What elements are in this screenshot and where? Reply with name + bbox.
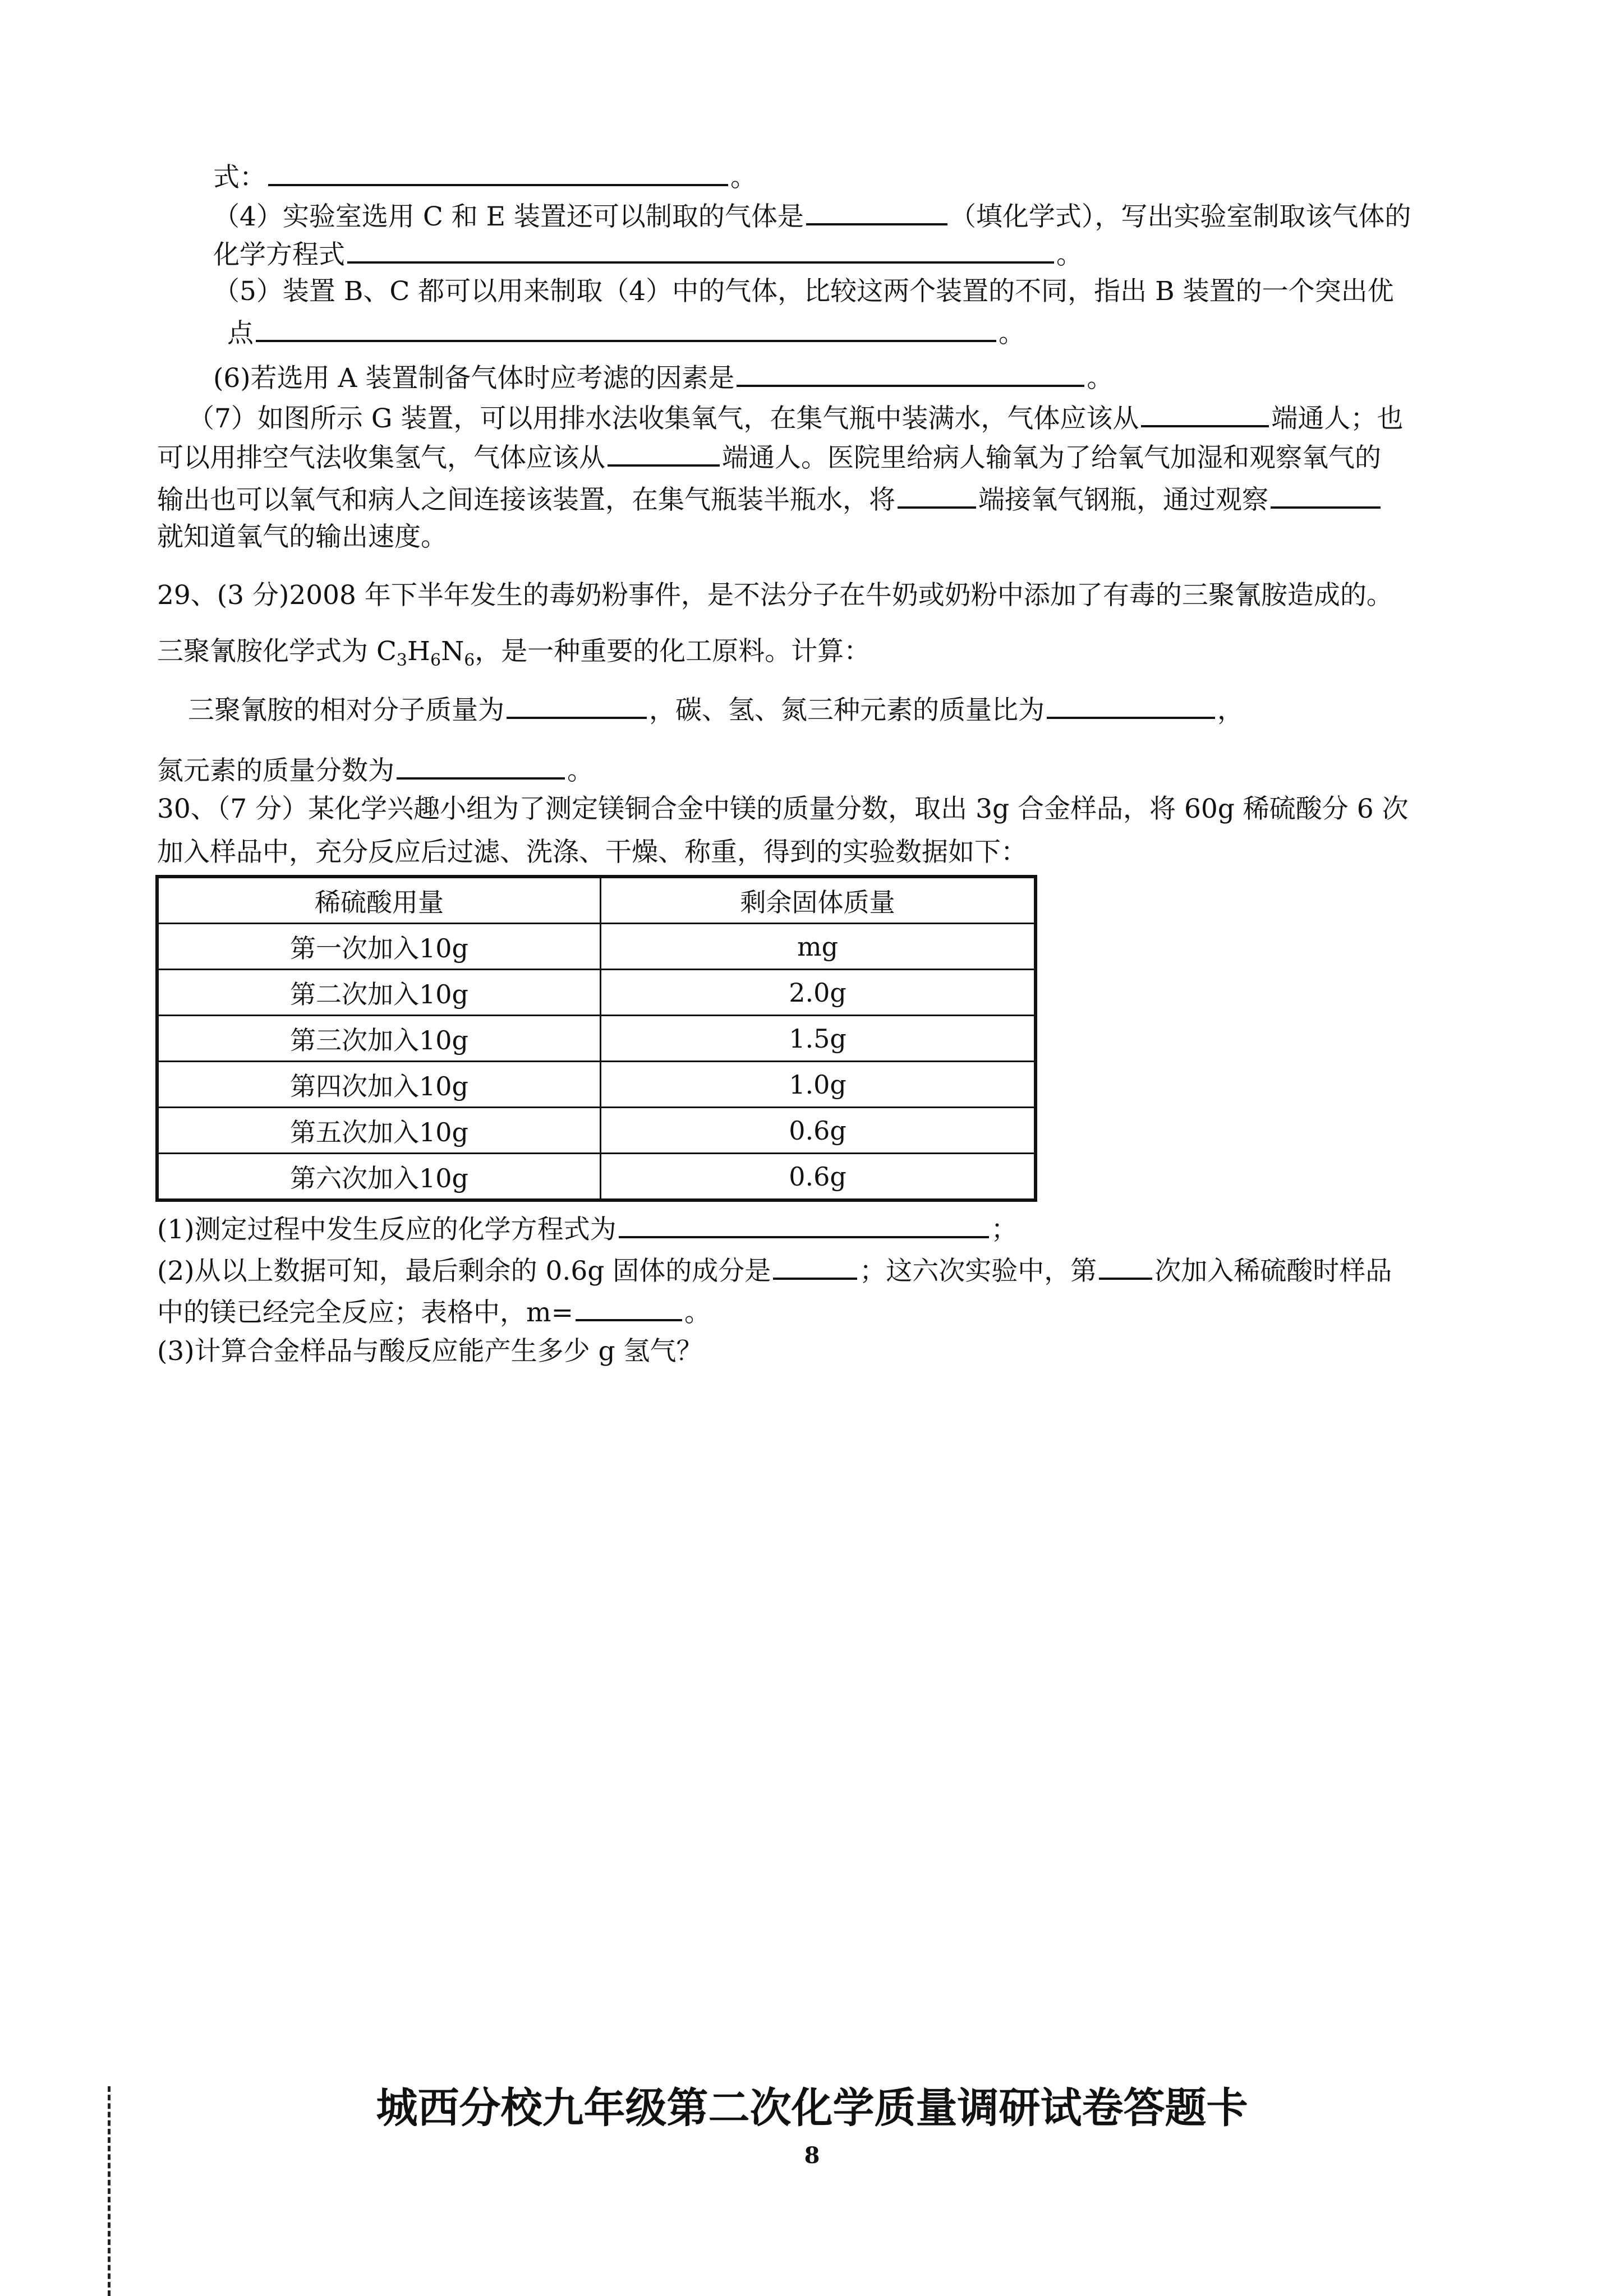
- table-cell: 第一次加入10g: [157, 924, 601, 970]
- answer-blank[interactable]: [507, 691, 647, 719]
- q28-part4-line: （4）实验室选用 C 和 E 装置还可以制取的气体是 （填化学式），写出实验室制取该气体的: [213, 197, 1411, 234]
- q28-part4-equation: 化学方程式 。: [213, 236, 1083, 272]
- answer-blank[interactable]: [898, 481, 976, 509]
- q30-sub1: (1)测定过程中发生反应的化学方程式为 ；: [157, 1210, 1018, 1247]
- q28-part7-line2: 可以用排空气法收集氢气，气体应该从 端通人。医院里给病人输氧为了给氧气加湿和观察氧气的: [157, 439, 1381, 475]
- q30-line2: 加入样品中，充分反应后过滤、洗涤、干燥、称重，得到的实验数据如下：: [157, 837, 1027, 868]
- answer-blank[interactable]: [576, 1293, 682, 1321]
- table-cell: 第三次加入10g: [157, 1016, 601, 1062]
- q29-line3: 三聚氰胺的相对分子质量为 ，碳、氢、氮三种元素的质量比为 ，: [188, 691, 1244, 727]
- q28-part7-line3: 输出也可以氧气和病人之间连接该装置，在集气瓶装半瓶水，将 端接氧气钢瓶，通过观察: [157, 481, 1383, 517]
- table-row: [157, 970, 1036, 1016]
- table-row: [157, 1062, 1036, 1108]
- q30-sub2: (2)从以上数据可知，最后剩余的 0.6g 固体的成分是 ；这六次实验中，第 次加入稀硫酸时样品: [157, 1252, 1392, 1288]
- q28-part6-line: (6)若选用 A 装置制备气体时应考滤的因素是 。: [213, 359, 1113, 395]
- q29-line1: 29、(3 分)2008 年下半年发生的毒奶粉事件，是不法分子在牛奶或奶粉中添加了有毒的三聚氰胺造成的。: [157, 580, 1393, 611]
- table-cell: 第二次加入10g: [157, 970, 601, 1016]
- q30-line1: 30、（7 分）某化学兴趣小组为了测定镁铜合金中镁的质量分数，取出 3g 合金样品，将 60g 稀硫酸分 6 次: [157, 794, 1409, 824]
- q30-sub2-cont: 中的镁已经完全反应；表格中，m= 。: [157, 1293, 711, 1330]
- q28-part5-answer: 点 。: [227, 314, 1025, 351]
- q29-line4: 氮元素的质量分数为 。: [157, 751, 594, 788]
- table-cell: 0.6g: [601, 1108, 1036, 1154]
- answer-blank[interactable]: [608, 439, 720, 467]
- answer-blank[interactable]: [268, 158, 728, 186]
- table-row: [157, 924, 1036, 970]
- table-cell: 第五次加入10g: [157, 1108, 601, 1154]
- answer-blank[interactable]: [806, 197, 947, 225]
- experiment-data-table: [155, 875, 1037, 1202]
- q28-part7-line4: 就知道氧气的输出速度。: [157, 522, 447, 552]
- page-number: 8: [804, 2142, 820, 2169]
- answer-blank[interactable]: [1271, 481, 1381, 509]
- answer-card-title: 城西分校九年级第二次化学质量调研试卷答题卡: [376, 2084, 1248, 2132]
- answer-blank[interactable]: [1141, 399, 1269, 427]
- table-cell: 1.0g: [601, 1062, 1036, 1108]
- table-cell: 1.5g: [601, 1016, 1036, 1062]
- q28-part5-line: （5）装置 B、C 都可以用来制取（4）中的气体，比较这两个装置的不同，指出 B 装置的一个突出优: [213, 276, 1394, 307]
- table-header-cell: 稀硫酸用量: [157, 877, 601, 924]
- table-cell: 第四次加入10g: [157, 1062, 601, 1108]
- answer-blank[interactable]: [773, 1252, 857, 1280]
- answer-blank[interactable]: [737, 359, 1084, 387]
- answer-blank[interactable]: [1047, 691, 1215, 719]
- table-header-row: [157, 877, 1036, 924]
- table-row: [157, 1016, 1036, 1062]
- q29-line2: 三聚氰胺化学式为 $C_3H_6N_6$，是一种重要的化工原料。计算：: [157, 636, 871, 670]
- q28-part7-line1: （7）如图所示 G 装置，可以用排水法收集氧气，在集气瓶中装满水，气体应该从 端通人；也: [188, 399, 1403, 436]
- table-cell: 第六次加入10g: [157, 1154, 601, 1201]
- table-cell: 0.6g: [601, 1154, 1036, 1201]
- table-header-cell: 剩余固体质量: [601, 877, 1036, 924]
- answer-blank[interactable]: [619, 1210, 989, 1238]
- table-row: [157, 1108, 1036, 1154]
- answer-blank[interactable]: [256, 314, 996, 342]
- q28-line-equation: 式： 。: [213, 158, 757, 195]
- q30-sub3: (3)计算合金样品与酸反应能产生多少 g 氢气？: [157, 1336, 703, 1367]
- table-cell: mg: [601, 924, 1036, 970]
- table-row: [157, 1154, 1036, 1201]
- answer-blank[interactable]: [397, 751, 565, 780]
- answer-blank[interactable]: [1099, 1252, 1152, 1280]
- table-cell: 2.0g: [601, 970, 1036, 1016]
- answer-blank[interactable]: [347, 236, 1054, 264]
